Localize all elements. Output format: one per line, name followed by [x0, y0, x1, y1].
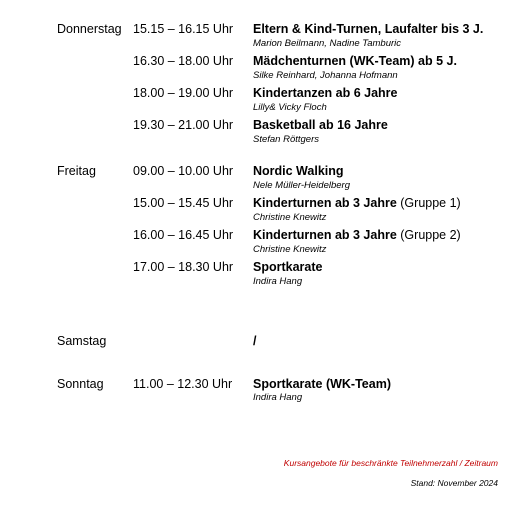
- course-time: 19.30 – 21.00 Uhr: [133, 118, 234, 132]
- day-label-saturday: Samstag: [57, 334, 107, 348]
- course-title-text: Kindertanzen ab 6 Jahre: [253, 86, 398, 100]
- course-title-text: Kinderturnen ab 3 Jahre: [253, 228, 397, 242]
- course-title: [253, 260, 322, 274]
- course-title-extra: (Gruppe 1): [396, 196, 461, 210]
- day-label-sunday: Sonntag: [57, 377, 104, 391]
- course-title: [253, 164, 344, 178]
- course-title-text: Basketball ab 16 Jahre: [253, 118, 388, 132]
- stand-date: Stand: November 2024: [410, 478, 498, 488]
- course-time: 18.00 – 19.00 Uhr: [133, 86, 234, 100]
- course-time: 16.00 – 16.45 Uhr: [133, 228, 234, 242]
- course-time: 17.00 – 18.30 Uhr: [133, 260, 234, 274]
- course-title-text: Nordic Walking: [253, 164, 344, 178]
- course-trainer: Indira Hang: [253, 392, 303, 403]
- course-time: 16.30 – 18.00 Uhr: [133, 54, 234, 68]
- course-trainer: Silke Reinhard, Johanna Hofmann: [253, 70, 398, 81]
- course-title-text: Eltern & Kind-Turnen, Laufalter bis 3 J.: [253, 22, 484, 36]
- course-title-text: Kinderturnen ab 3 Jahre: [253, 196, 397, 210]
- course-time: 09.00 – 10.00 Uhr: [133, 164, 234, 178]
- course-time: 15.15 – 16.15 Uhr: [133, 22, 234, 36]
- course-title: [253, 54, 457, 68]
- course-trainer: Christine Knewitz: [253, 212, 327, 223]
- course-trainer: Marion Beilmann, Nadine Tamburic: [253, 38, 402, 49]
- course-trainer: Christine Knewitz: [253, 244, 327, 255]
- day-label-thursday: Donnerstag: [57, 22, 122, 36]
- saturday-entry-text: /: [253, 334, 257, 348]
- course-trainer: Stefan Röttgers: [253, 134, 320, 145]
- course-title: [253, 196, 461, 210]
- course-trainer: Lilly& Vicky Floch: [253, 102, 327, 113]
- course-title: [253, 86, 398, 100]
- course-title: [253, 228, 461, 242]
- course-title: [253, 118, 388, 132]
- course-title-text: Sportkarate: [253, 260, 323, 274]
- course-time: 15.00 – 15.45 Uhr: [133, 196, 234, 210]
- course-title-text: Mädchenturnen (WK-Team) ab 5 J.: [253, 54, 457, 68]
- course-title-text: Sportkarate (WK-Team): [253, 377, 391, 391]
- course-time: 11.00 – 12.30 Uhr: [133, 377, 233, 391]
- course-title: [253, 377, 391, 391]
- day-label-friday: Freitag: [57, 164, 96, 178]
- saturday-entry: [253, 334, 256, 348]
- course-title-extra: (Gruppe 2): [396, 228, 461, 242]
- course-limit-note: Kursangebote für beschränkte Teilnehmerzahl / Zeitraum: [283, 458, 498, 468]
- course-title: [253, 22, 483, 36]
- course-trainer: Indira Hang: [253, 276, 303, 287]
- course-trainer: Nele Müller-Heidelberg: [253, 180, 350, 191]
